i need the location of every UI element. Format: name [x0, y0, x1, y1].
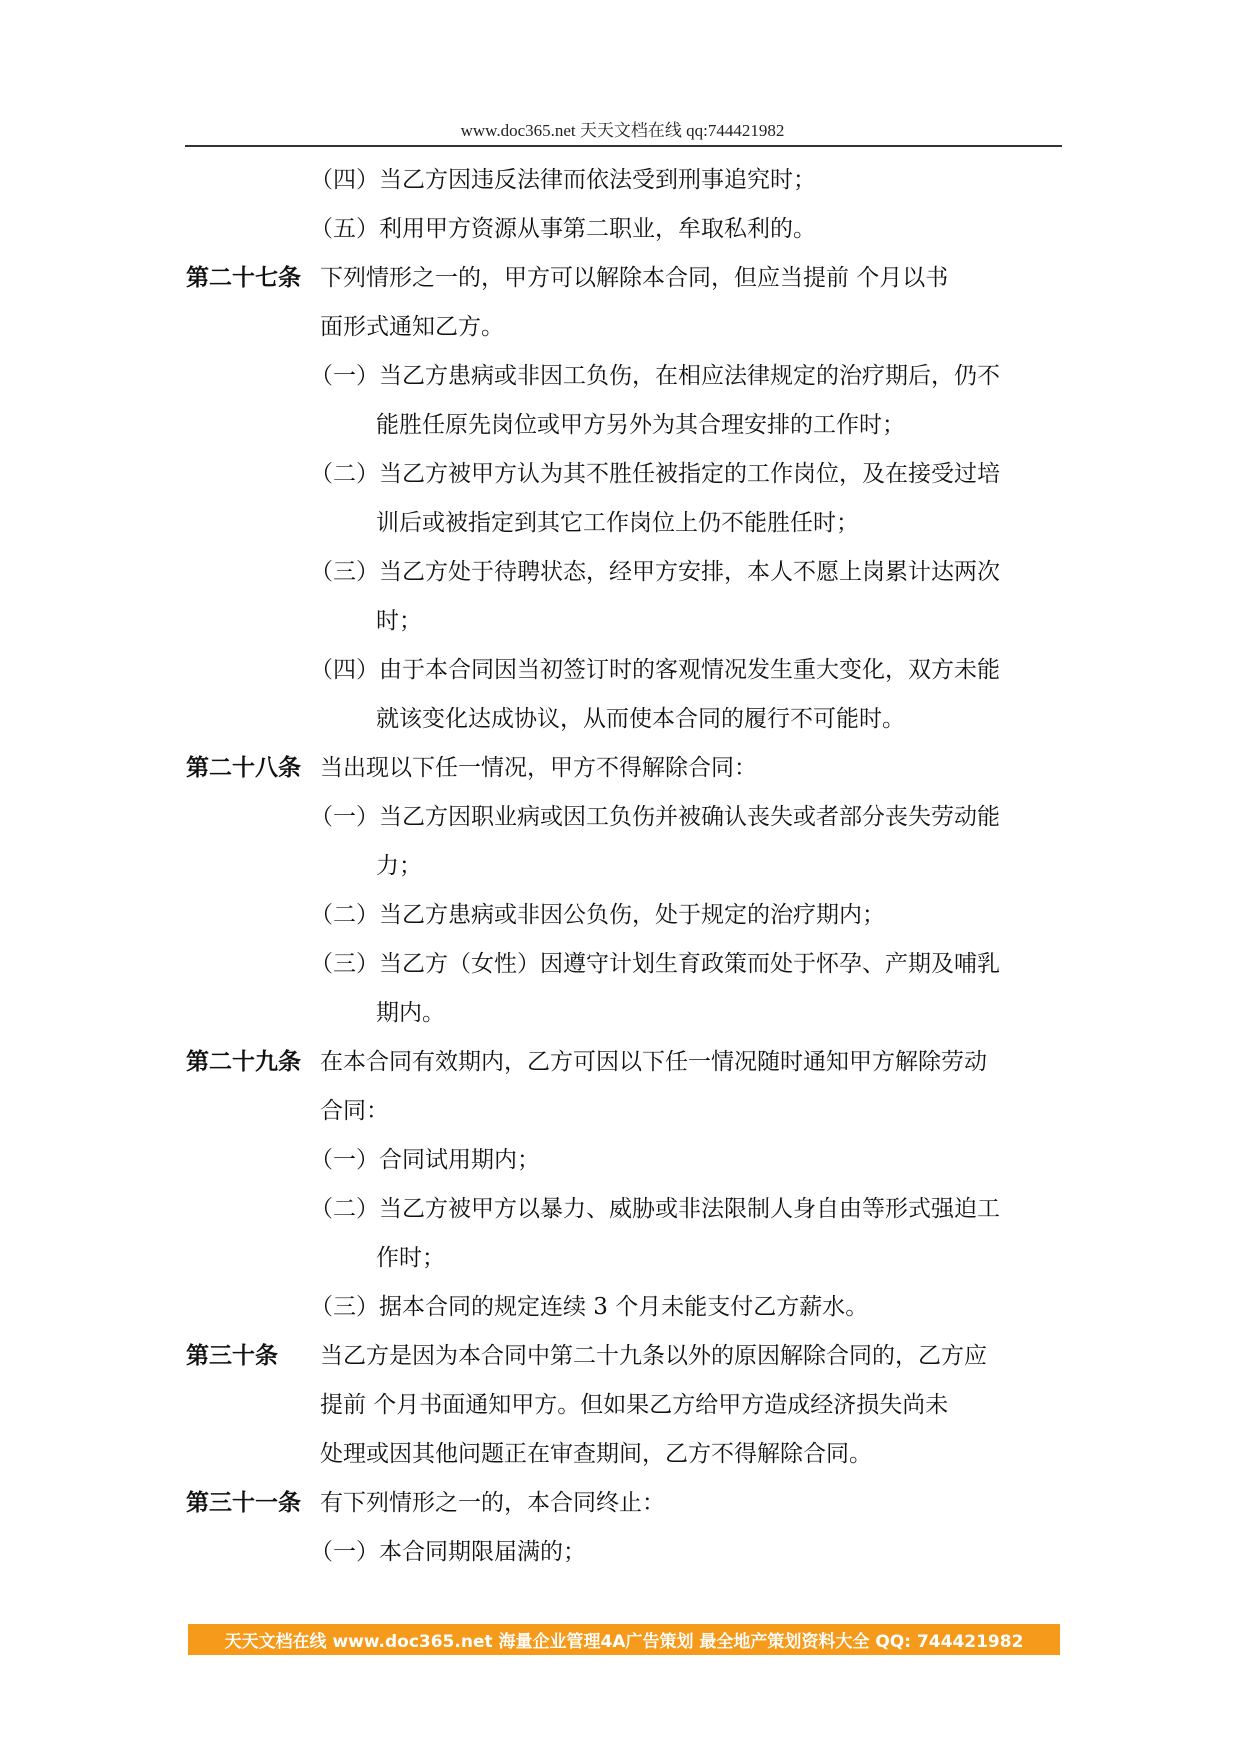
clause-line: （三）据本合同的规定连续 3 个月未能支付乙方薪水。 — [310, 1294, 869, 1320]
article-text: 当乙方是因为本合同中第二十九条以外的原因解除合同的，乙方应 — [320, 1343, 987, 1369]
clause-line: 能胜任原先岗位或甲方另外为其合理安排的工作时； — [376, 412, 905, 438]
clause-line: 力； — [376, 853, 422, 879]
article-heading: 第二十九条 — [186, 1048, 301, 1075]
clause-line: （三）当乙方处于待聘状态，经甲方安排，本人不愿上岗累计达两次 — [310, 559, 1000, 585]
clause-line: （一）当乙方因职业病或因工负伤并被确认丧失或者部分丧失劳动能 — [310, 804, 1000, 830]
article-text: 当出现以下任一情况，甲方不得解除合同： — [320, 755, 757, 781]
clause-line: （二）当乙方被甲方以暴力、威胁或非法限制人身自由等形式强迫工 — [310, 1196, 1000, 1222]
clause-line: （四）由于本合同因当初签订时的客观情况发生重大变化，双方未能 — [310, 657, 1000, 683]
clause-line: （一）当乙方患病或非因工负伤，在相应法律规定的治疗期后，仍不 — [310, 363, 1000, 389]
article-heading: 第二十七条 — [186, 264, 301, 291]
clause-line: （四）当乙方因违反法律而依法受到刑事追究时； — [310, 167, 816, 193]
clause-line: （二）当乙方患病或非因公负伤，处于规定的治疗期内； — [310, 902, 885, 928]
page-header: www.doc365.net 天天文档在线 qq:744421982 — [460, 121, 785, 140]
clause-line: 期内。 — [376, 1000, 445, 1026]
article-text: 有下列情形之一的，本合同终止： — [320, 1490, 665, 1516]
clause-line: 就该变化达成协议，从而使本合同的履行不可能时。 — [376, 706, 905, 732]
clause-line: 作时； — [376, 1245, 445, 1271]
article-heading: 第三十一条 — [186, 1489, 301, 1516]
clause-line: （一）合同试用期内； — [310, 1147, 540, 1173]
clause-line: （二）当乙方被甲方认为其不胜任被指定的工作岗位，及在接受过培 — [310, 461, 1000, 487]
article-text: 处理或因其他问题正在审查期间，乙方不得解除合同。 — [320, 1441, 872, 1467]
article-heading: 第二十八条 — [186, 754, 301, 781]
clause-line: （三）当乙方（女性）因遵守计划生育政策而处于怀孕、产期及哺乳 — [310, 951, 1000, 977]
article-text: 合同： — [320, 1098, 389, 1124]
article-text: 面形式通知乙方。 — [320, 314, 504, 340]
footer-banner: 天天文档在线 www.doc365.net 海量企业管理4A广告策划 最全地产策划资料大全 QQ: 744421982 — [188, 1624, 1060, 1655]
clause-line: （五）利用甲方资源从事第二职业，牟取私利的。 — [310, 216, 816, 242]
article-text: 在本合同有效期内，乙方可因以下任一情况随时通知甲方解除劳动 — [320, 1049, 987, 1075]
article-heading: 第三十条 — [186, 1342, 278, 1369]
clause-line: 训后或被指定到其它工作岗位上仍不能胜任时； — [376, 510, 859, 536]
article-text: 提前 个月书面通知甲方。但如果乙方给甲方造成经济损失尚未 — [320, 1392, 949, 1418]
clause-line: 时； — [376, 608, 422, 634]
article-text: 下列情形之一的，甲方可以解除本合同，但应当提前 个月以书 — [320, 265, 949, 291]
clause-line: （一）本合同期限届满的； — [310, 1539, 586, 1565]
